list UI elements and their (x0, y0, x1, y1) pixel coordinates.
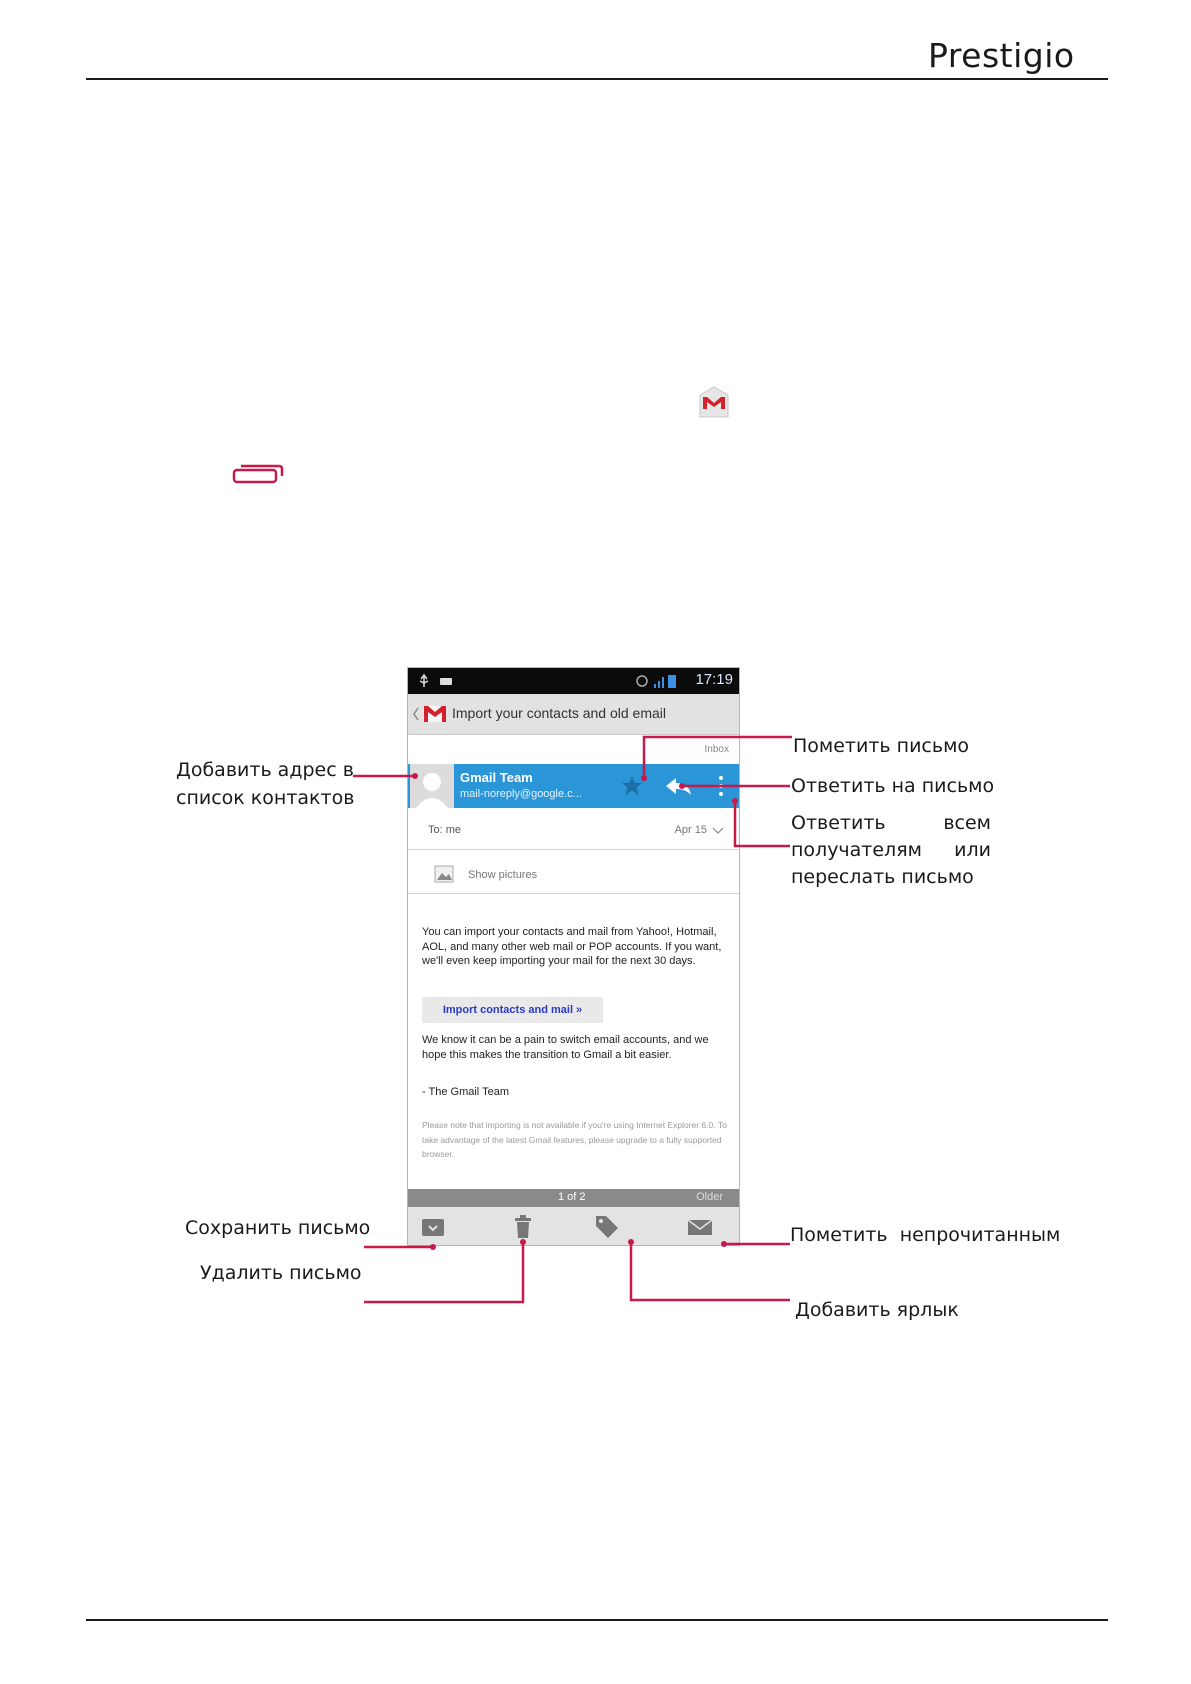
sender-name: Gmail Team (460, 770, 533, 785)
footer-rule (86, 1619, 1108, 1621)
line-delete (364, 1242, 523, 1302)
callout-archive: Сохранить письмо (185, 1217, 371, 1239)
email-subject: Import your contacts and old email (452, 705, 666, 721)
page-position: 1 of 2 (558, 1191, 586, 1203)
callout-mark-unread: Пометить непрочитанным (790, 1224, 1061, 1246)
folder-label: Inbox (704, 744, 729, 755)
recipients: To: me (428, 824, 462, 836)
body-paragraph: You can import your contacts and mail from Yahoo!, Hotmail, AOL, and many other web mail or POP accounts. If you want, we'll even keep importing your mail for the next 30 days. (422, 926, 722, 967)
callout-star: Пометить письмо (793, 735, 970, 757)
callout-reply-all-word: Ответить (791, 812, 886, 834)
callout-reply-all (791, 839, 991, 861)
line-label (631, 1242, 790, 1300)
brand-logo: Prestigio (928, 36, 1075, 75)
callout-add-contact: Добавить адрес в (176, 759, 354, 781)
import-contacts-button[interactable]: Import contacts and mail » (422, 997, 603, 1023)
callout-delete: Удалить письмо (200, 1262, 362, 1284)
line-star (644, 737, 792, 778)
clock: 17:19 (695, 671, 733, 688)
callout-reply-all-word: или (954, 839, 991, 861)
callout-reply-all-word: получателям (791, 839, 922, 861)
callout-add-contact: список контактов (176, 787, 355, 809)
show-pictures-link[interactable]: Show pictures (468, 869, 538, 881)
body-paragraph: We know it can be a pain to switch email accounts, and we hope this makes the transition to Gmail a bit easier. (422, 1034, 709, 1061)
older-link[interactable]: Older (696, 1191, 723, 1203)
signature: - The Gmail Team (422, 1086, 510, 1098)
email-date: Apr 15 (674, 824, 707, 836)
sender-email: mail-noreply@google.c... (460, 788, 582, 800)
callout-reply-all: переслать письмо (791, 866, 974, 888)
line-reply-all (735, 801, 790, 846)
callout-reply-all-word: всем (943, 812, 991, 834)
callout-reply: Ответить на письмо (791, 775, 995, 797)
callout-reply-all (791, 812, 991, 834)
fine-print: Please note that importing is not available if you're using Internet Explorer 6.0. To take advantage of the latest Gmail features, please upgrade to a fully supported browser. (422, 1120, 727, 1159)
callout-label: Добавить ярлык (795, 1299, 959, 1321)
